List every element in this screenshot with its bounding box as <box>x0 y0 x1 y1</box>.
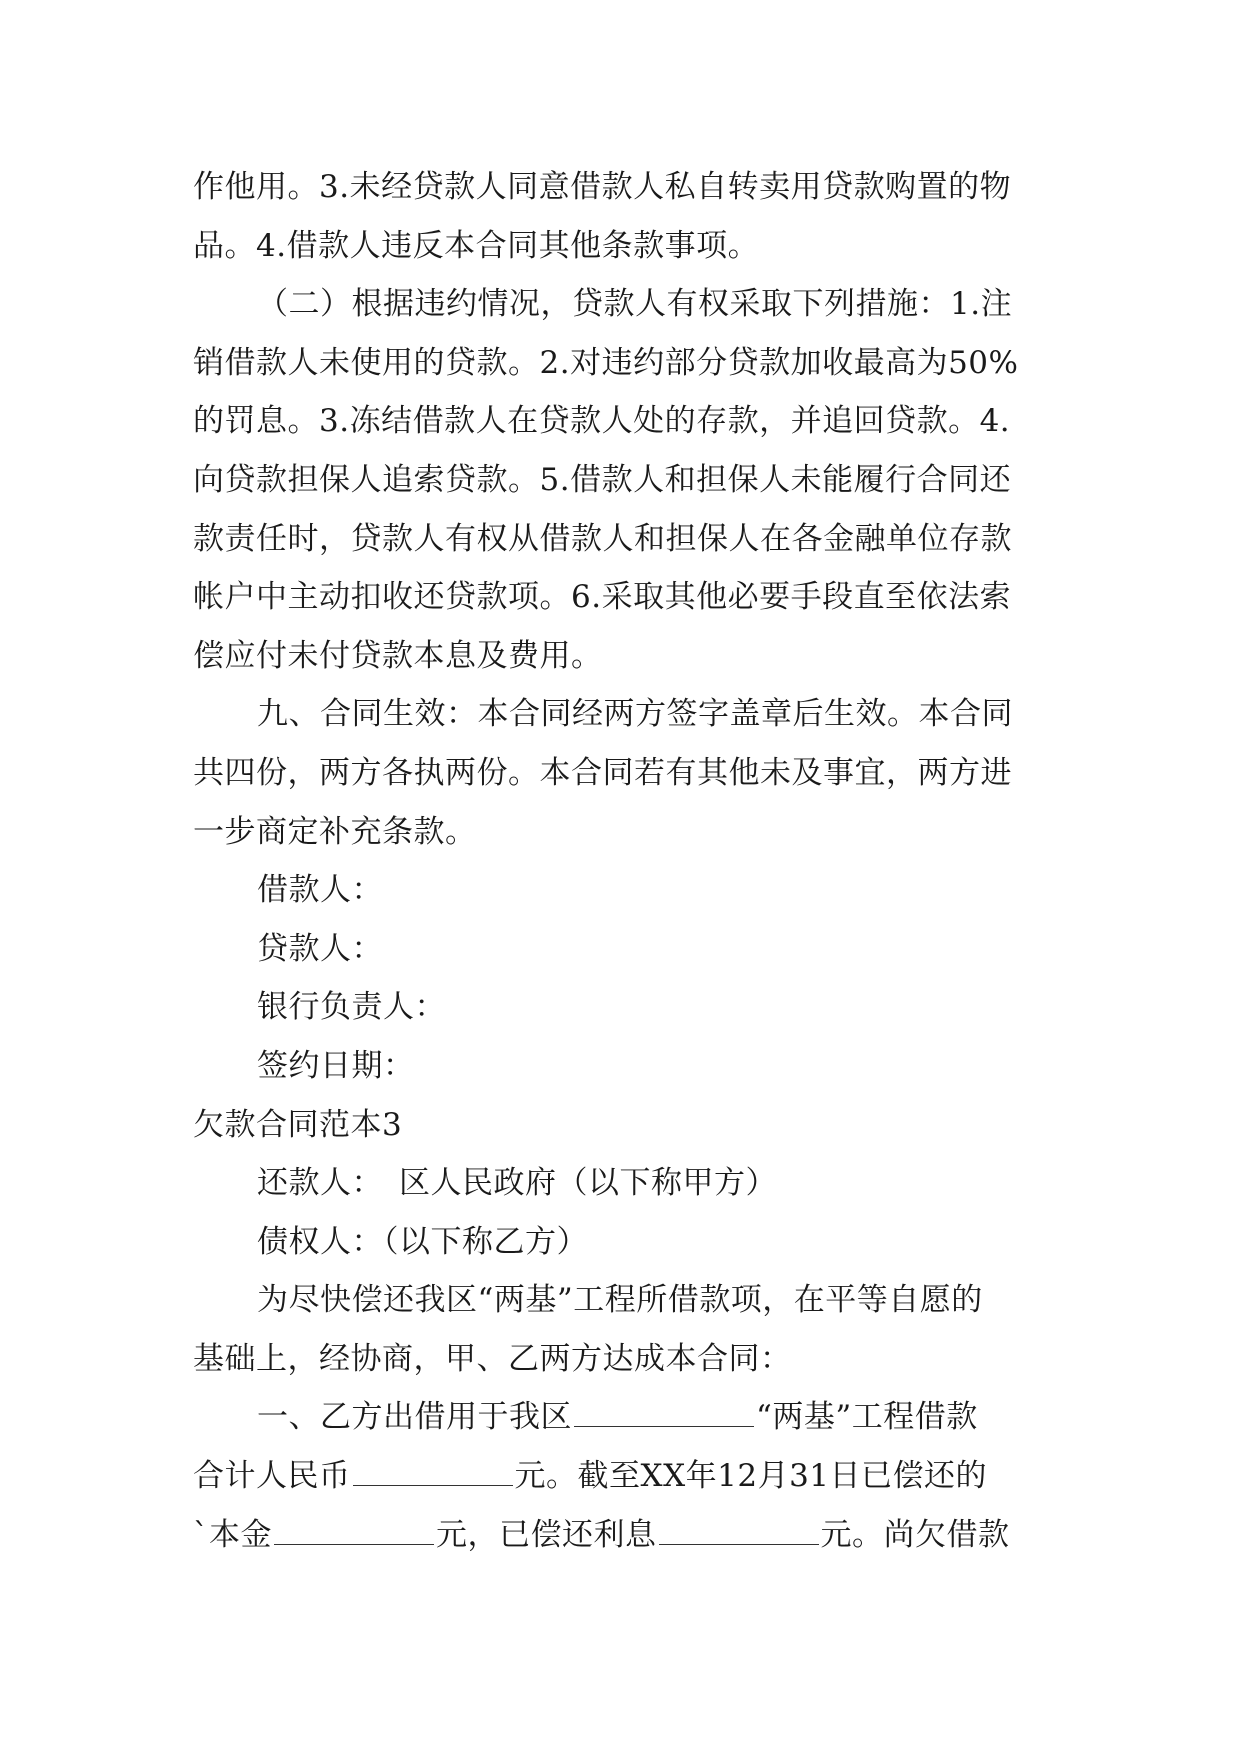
text-line <box>193 568 1053 627</box>
fill-in-blank <box>574 1396 754 1427</box>
text-run: 贷款人： <box>257 930 383 967</box>
text-run: 九、合同生效：本合同经两方签字盖章后生效。本合同 <box>257 696 1013 733</box>
paragraph-start <box>193 275 1053 334</box>
clause-one-line <box>193 1388 1053 1447</box>
text-run: 签约日期： <box>257 1047 415 1084</box>
fill-in-blank <box>353 1455 513 1486</box>
text-line <box>193 451 1053 510</box>
text-line <box>193 1447 1053 1506</box>
signature-bank-officer <box>193 978 1053 1037</box>
text-run: 借款人： <box>257 872 383 909</box>
text-run: “两基”工程借款 <box>756 1399 978 1436</box>
text-line <box>193 803 1053 862</box>
text-run: 作他用。3.未经贷款人同意借款人私自转卖用贷款购置的物 <box>193 169 1012 205</box>
text-run: 品。4.借款人违反本合同其他条款事项。 <box>193 227 760 264</box>
text-run: 欠款合同范本3 <box>193 1106 403 1143</box>
paragraph-start <box>193 685 1053 744</box>
text-line <box>193 334 1053 393</box>
text-line <box>193 1506 1053 1565</box>
text-line <box>193 392 1053 451</box>
text-run: 共四份，两方各执两份。本合同若有其他未及事宜，两方进 <box>193 754 1012 791</box>
text-run: 一、乙方出借用于我区 <box>257 1399 572 1436</box>
text-run: 元。截至XX年12月31日已偿还的 <box>514 1458 988 1495</box>
text-line <box>193 217 1053 276</box>
text-line <box>193 510 1053 569</box>
party-creditor <box>193 1213 1053 1272</box>
text-run: 债权人：（以下称乙方） <box>257 1223 588 1260</box>
text-run: 销借款人未使用的贷款。2.对违约部分贷款加收最高为50% <box>193 344 1019 381</box>
text-run: 合计人民币 <box>193 1458 351 1495</box>
text-run: `本金 <box>193 1516 272 1553</box>
text-line <box>193 1330 1053 1389</box>
document-page <box>193 158 1053 1564</box>
text-run: 的罚息。3.冻结借款人在贷款人处的存款，并追回贷款。4. <box>193 403 1011 440</box>
signature-lender <box>193 920 1053 979</box>
text-run: 基础上，经协商，甲、乙两方达成本合同： <box>193 1340 792 1377</box>
paragraph-start <box>193 1271 1053 1330</box>
text-run: 为尽快偿还我区“两基”工程所借款项，在平等自愿的 <box>257 1282 983 1319</box>
party-debtor <box>193 1154 1053 1213</box>
text-run: 元。尚欠借款 <box>820 1516 1010 1553</box>
text-line <box>193 744 1053 803</box>
section-heading <box>193 1096 1053 1155</box>
text-line <box>193 627 1053 686</box>
signature-date <box>193 1037 1053 1096</box>
text-run: 偿应付未付贷款本息及费用。 <box>193 637 603 674</box>
text-run: 元，已偿还利息 <box>436 1516 657 1553</box>
text-run: 还款人： 区人民政府（以下称甲方） <box>257 1165 777 1202</box>
text-line <box>193 158 1053 217</box>
signature-borrower <box>193 861 1053 920</box>
text-run: （二）根据违约情况，贷款人有权采取下列措施：1.注 <box>257 286 1013 323</box>
text-run: 向贷款担保人追索贷款。5.借款人和担保人未能履行合同还 <box>193 461 1012 498</box>
text-run: 一步商定补充条款。 <box>193 813 477 850</box>
fill-in-blank <box>274 1514 434 1545</box>
text-run: 银行负责人： <box>257 989 446 1026</box>
fill-in-blank <box>659 1514 819 1545</box>
text-run: 款责任时，贷款人有权从借款人和担保人在各金融单位存款 <box>193 520 1012 557</box>
text-run: 帐户中主动扣收还贷款项。6.采取其他必要手段直至依法索 <box>193 579 1012 616</box>
